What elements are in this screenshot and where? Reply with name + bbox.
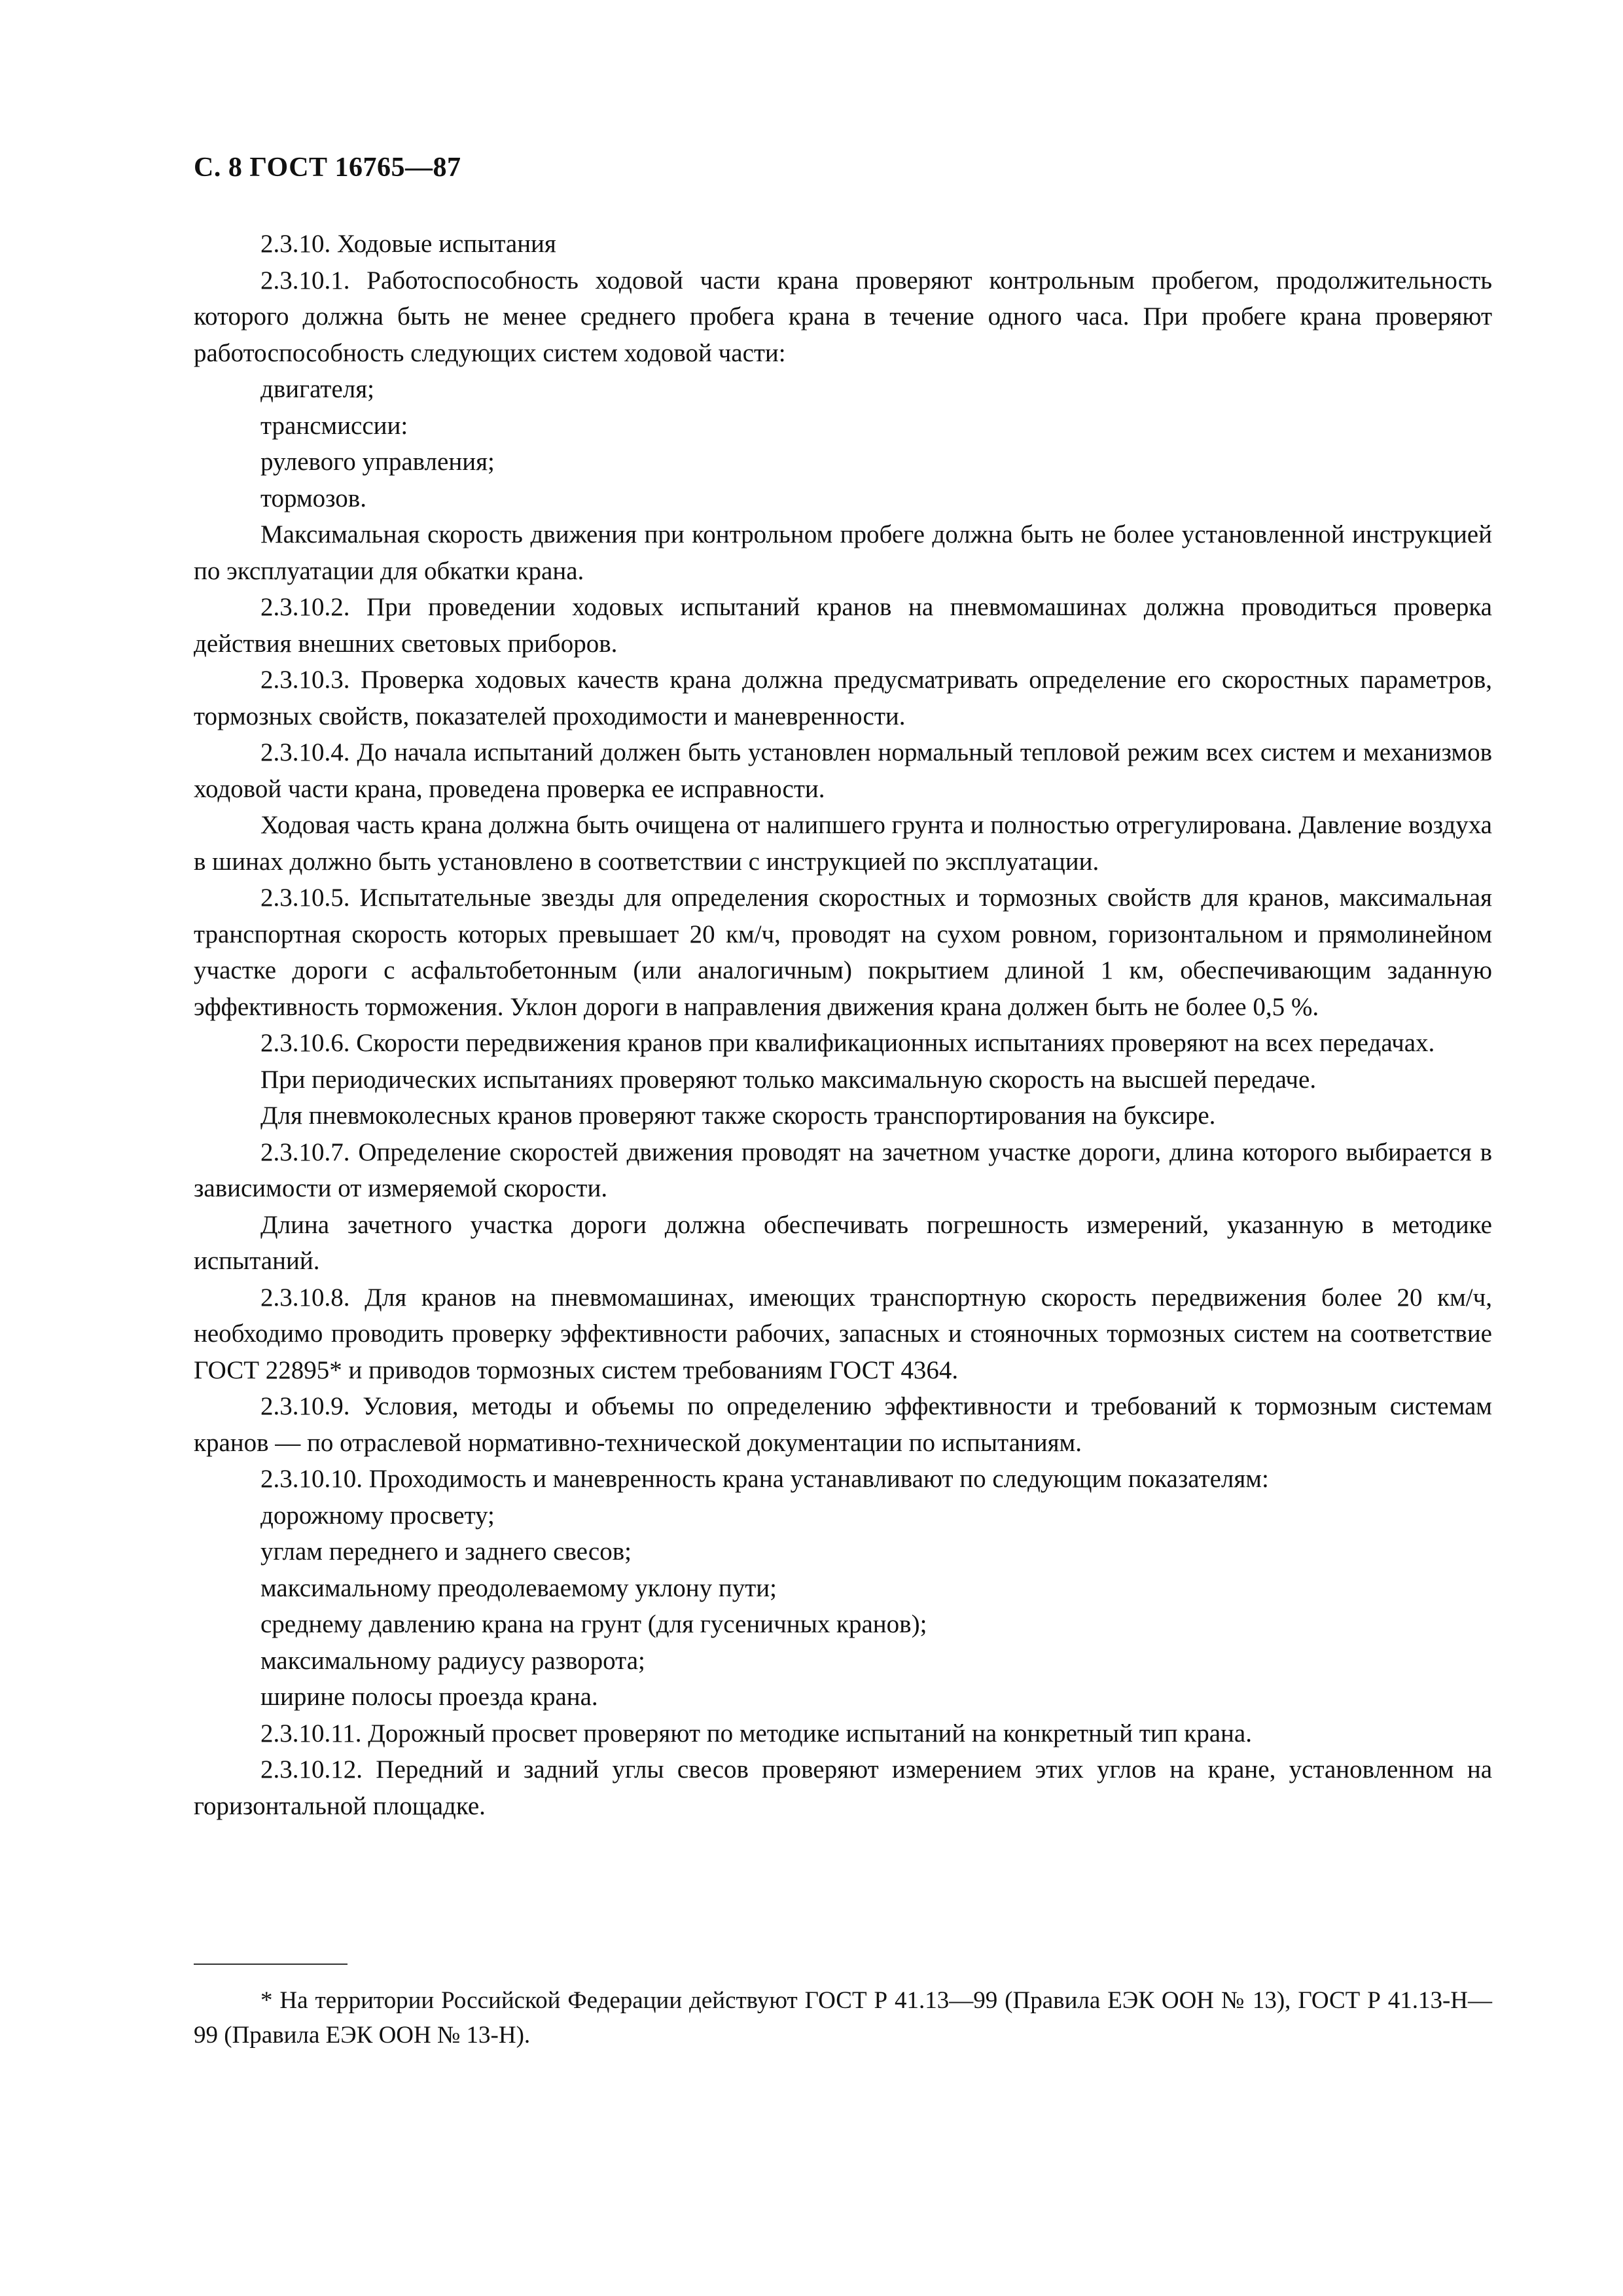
paragraph: Максимальная скорость движения при контрольном пробеге должна быть не более установленной инструкцией по эксплуатации для обкатки крана. xyxy=(194,520,1492,585)
paragraph: Длина зачетного участка дороги должна обеспечивать погрешность измерений, указанную в методике испытаний. xyxy=(194,1210,1492,1275)
page-header: С. 8 ГОСТ 16765—87 xyxy=(194,152,461,183)
list-item: углам переднего и заднего свесов; xyxy=(260,1537,632,1566)
paragraph: Для пневмоколесных кранов проверяют также скорость транспортирования на буксире. xyxy=(260,1102,1216,1130)
paragraph: При периодических испытаниях проверяют только максимальную скорость на высшей передаче. xyxy=(260,1065,1317,1094)
list-item: рулевого управления; xyxy=(260,448,495,476)
paragraph: 2.3.10.2. При проведении ходовых испытаний кранов на пневмомашинах должна проводиться проверка действия внешних световых приборов. xyxy=(194,593,1492,658)
document-body xyxy=(194,226,1492,1824)
paragraph: 2.3.10.4. До начала испытаний должен быть установлен нормальный тепловой режим всех систем и механизмов ходовой части крана, проведена проверка ее исправности. xyxy=(194,738,1492,803)
list-item: дорожному просвету; xyxy=(260,1501,495,1530)
paragraph: 2.3.10.6. Скорости передвижения кранов при квалификационных испытаниях проверяют на всех передачах. xyxy=(260,1029,1435,1057)
footnote: * На территории Российской Федерации действуют ГОСТ Р 41.13—99 (Правила ЕЭК ООН № 13), ГОСТ Р 41.13-Н—99 (Правила ЕЭК ООН № 13-Н). xyxy=(194,1987,1492,2049)
paragraph: 2.3.10.5. Испытательные звезды для определения скоростных и тормозных свойств для кранов, максимальная транспортная скорость которых превышает 20 км/ч, проводят на сухом ровном, горизонтальном и прямолинейном участке дороги с асфальтобетонным (или аналогичным) покрытием длиной 1 км, обеспечивающим заданную эффективность торможения. Уклон дороги в направления движения крана должен быть не более 0,5 %. xyxy=(194,884,1492,1021)
list-item: трансмиссии: xyxy=(260,411,408,440)
list-item: максимальному радиусу разворота; xyxy=(260,1646,645,1675)
paragraph: Ходовая часть крана должна быть очищена от налипшего грунта и полностью отрегулирована. Давление воздуха в шинах должно быть установлено в соответствии с инструкцией по эксплуатации. xyxy=(194,811,1492,876)
paragraph: 2.3.10.10. Проходимость и маневренность крана устанавливают по следующим показателям: xyxy=(260,1465,1269,1493)
paragraph: 2.3.10.11. Дорожный просвет проверяют по методике испытаний на конкретный тип крана. xyxy=(260,1719,1252,1748)
list-item: ширине полосы проезда крана. xyxy=(260,1683,598,1711)
list-item: двигателя; xyxy=(260,375,375,403)
paragraph: 2.3.10.9. Условия, методы и объемы по определению эффективности и требований к тормозным системам кранов — по отраслевой нормативно-технической документации по испытаниям. xyxy=(194,1392,1492,1457)
paragraph: 2.3.10.1. Работоспособность ходовой части крана проверяют контрольным пробегом, продолжительность которого должна быть не менее среднего пробега крана в течение одного часа. При пробеге крана проверяют работоспособность следующих систем ходовой части: xyxy=(194,266,1492,367)
paragraph: 2.3.10.12. Передний и задний углы свесов проверяют измерением этих углов на кране, установленном на горизонтальной площадке. xyxy=(194,1755,1492,1820)
paragraph: 2.3.10.3. Проверка ходовых качеств крана должна предусматривать определение его скоростных параметров, тормозных свойств, показателей проходимости и маневренности. xyxy=(194,666,1492,730)
paragraph: 2.3.10.7. Определение скоростей движения проводят на зачетном участке дороги, длина которого выбирается в зависимости от измеряемой скорости. xyxy=(194,1138,1492,1202)
footnote-divider xyxy=(194,1964,348,1965)
list-item: среднему давлению крана на грунт (для гусеничных кранов); xyxy=(260,1610,927,1638)
list-item: максимальному преодолеваемому уклону пути; xyxy=(260,1573,777,1602)
list-item: тормозов. xyxy=(260,484,366,512)
paragraph: 2.3.10.8. Для кранов на пневмомашинах, имеющих транспортную скорость передвижения более 20 км/ч, необходимо проводить проверку эффективности рабочих, запасных и стояночных тормозных систем на соответствие ГОСТ 22895* и приводов тормозных систем требованиям ГОСТ 4364. xyxy=(194,1283,1492,1384)
paragraph: 2.3.10. Ходовые испытания xyxy=(260,230,556,258)
